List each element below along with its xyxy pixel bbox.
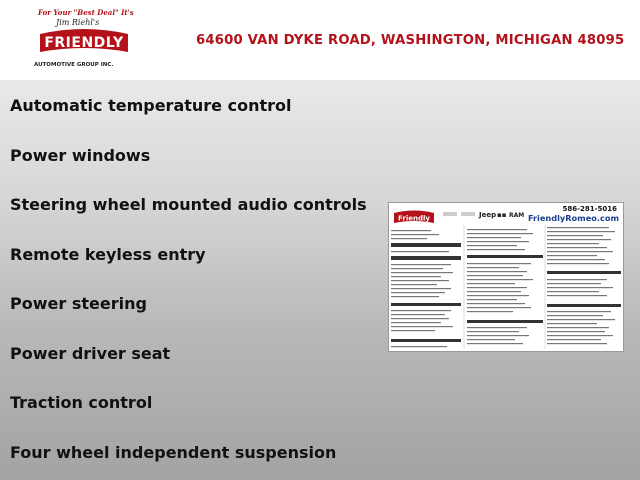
logo-group: AUTOMOTIVE GROUP INC. — [34, 62, 114, 68]
svg-text:RAM: RAM — [509, 212, 525, 219]
sticker-brand-logos-icon — [443, 209, 529, 219]
logo-subtitle: Jim Riehl's — [56, 18, 100, 27]
logo-tagline: For Your "Best Deal" It's — [38, 8, 134, 17]
dealer-header — [0, 0, 640, 80]
svg-text:Jeep: Jeep — [479, 211, 497, 219]
sticker-content — [389, 203, 623, 351]
feature-item: Four wheel independent suspension — [10, 442, 337, 462]
sticker-dealer-mark: Friendly — [398, 214, 430, 223]
friendly-wordmark-icon — [38, 26, 130, 56]
sticker-phone: 586-281-5016 — [562, 205, 617, 213]
feature-item: Automatic temperature control — [10, 96, 292, 115]
feature-item: Remote keyless entry — [10, 244, 206, 264]
window-sticker-image — [388, 202, 624, 352]
svg-text:▪▪: ▪▪ — [497, 211, 507, 219]
feature-item: Steering wheel mounted audio controls — [10, 195, 367, 214]
feature-item: Power driver seat — [10, 343, 171, 363]
dealer-address: 64600 VAN DYKE ROAD, WASHINGTON, MICHIGAN 48095 — [196, 33, 625, 48]
sticker-dealer-logo-icon — [393, 209, 435, 225]
feature-item: Power steering — [10, 294, 147, 313]
feature-item: Traction control — [10, 393, 153, 412]
feature-item: Power windows — [10, 145, 151, 165]
dealer-logo — [30, 6, 138, 76]
sticker-url: FriendlyRomeo.com — [527, 213, 619, 223]
logo-wordmark: FRIENDLY — [44, 35, 124, 51]
